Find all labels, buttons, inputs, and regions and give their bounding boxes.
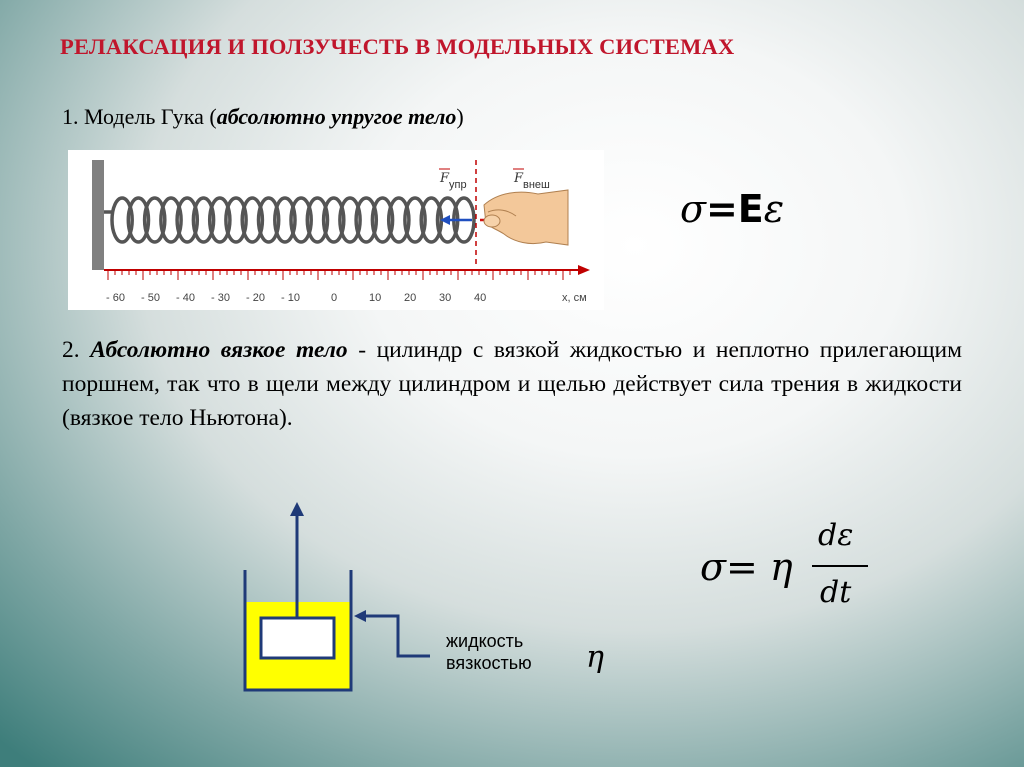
axis-tick-label: 0 [331, 292, 338, 304]
liquid-pointer-arrowhead [354, 610, 366, 622]
liquid-label-line2: вязкостью [446, 653, 532, 673]
axis-tick-labels [106, 292, 486, 304]
liquid-pointer-line [362, 616, 430, 656]
newton-formula-lhs: σ= η [700, 545, 793, 589]
axis-unit-label: x, см [562, 292, 587, 304]
formula1-sigma: σ [680, 187, 706, 231]
hooke-suffix: ) [456, 104, 464, 129]
hand-icon [484, 190, 568, 245]
hooke-formula [680, 187, 784, 231]
formula1-E: E [737, 187, 764, 231]
hooke-prefix: 1. Модель Гука ( [62, 104, 217, 129]
newton-formula-numerator: dε [818, 518, 854, 553]
dashpot-diagram [230, 498, 430, 698]
force-external-sub: внеш [523, 179, 550, 191]
axis-ticks [108, 270, 570, 280]
axis-tick-label: 10 [369, 292, 382, 304]
axis-tick-label: - 50 [141, 292, 160, 304]
newton-formula-denominator: dt [820, 575, 852, 610]
piston [261, 618, 334, 658]
spring-wall [92, 160, 104, 270]
axis-tick-label: - 10 [281, 292, 300, 304]
newton-formula-fraction-bar [812, 565, 868, 567]
liquid-label-line1: жидкость [446, 631, 524, 651]
force-elastic-sub: упр [449, 179, 467, 191]
formula1-equals: = [705, 187, 738, 231]
dashpot-svg [230, 498, 430, 698]
spring-figure [68, 150, 604, 310]
viscous-emphasis: Абсолютно вязкое тело [90, 337, 348, 363]
x-axis-arrowhead [578, 265, 590, 275]
rod-arrowhead [290, 502, 304, 516]
spring-coils [104, 198, 474, 242]
axis-tick-label: - 40 [176, 292, 195, 304]
axis-tick-label: - 20 [246, 292, 265, 304]
viscous-body-paragraph [62, 333, 962, 435]
spring-figure-svg [68, 150, 604, 310]
liquid-label [446, 630, 532, 674]
axis-tick-label: - 30 [211, 292, 230, 304]
hooke-emphasis: абсолютно упругое тело [216, 104, 457, 129]
force-external-label: F [514, 171, 524, 186]
viscous-prefix: 2. [62, 337, 91, 363]
axis-tick-label: - 60 [106, 292, 125, 304]
hooke-model-heading [62, 104, 464, 130]
slide-title: РЕЛАКСАЦИЯ И ПОЛЗУЧЕСТЬ В МОДЕЛЬНЫХ СИСТЕМАХ [60, 34, 735, 59]
force-elastic-label: F [440, 171, 450, 186]
axis-tick-label: 30 [439, 292, 452, 304]
viscosity-symbol: η [586, 640, 604, 675]
axis-tick-label: 20 [404, 292, 417, 304]
viscous-text: - цилиндр с вязкой жидкостью и неплотно прилегающим поршнем, так что в щели между цилиндром и щелью действует сила трения в жидкости (вязкое тело Ньютона). [62, 337, 963, 431]
axis-tick-label: 40 [474, 292, 487, 304]
formula1-epsilon: ε [763, 187, 785, 231]
